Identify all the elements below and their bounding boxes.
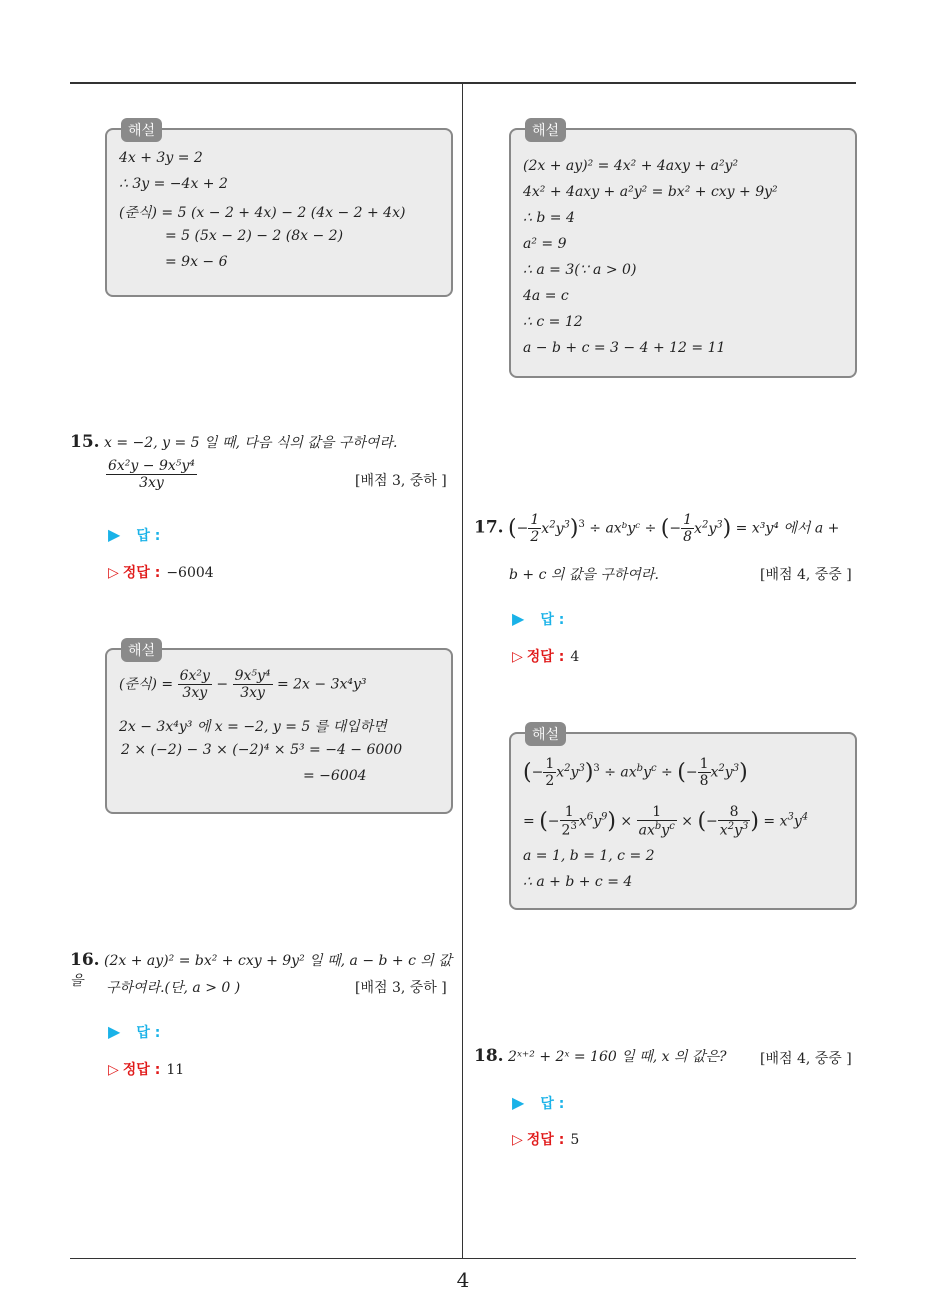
explanation-tag: 해설 [525,722,566,746]
question-18 [474,1046,727,1066]
q17-tail: = x³y⁴ 에서 a + [735,520,840,537]
fraction-top: 1 [683,512,693,528]
q17-solution-row [512,646,579,666]
question-15 [70,432,460,452]
question-number: 15. [70,432,100,452]
q17-answer-row [512,609,564,629]
solution-label: 정답 : [122,1062,161,1078]
explanation-box-17 [509,727,857,910]
q18-solution-row [512,1129,579,1149]
q15-expression [106,458,197,491]
q17-fraction2 [681,512,694,545]
box3-fraction2 [233,668,273,701]
box1-line3: (준식) = 5 (x − 2 + 4x) − 2 (4x − 2 + 4x) [119,205,406,221]
page-number: 4 [456,1268,470,1292]
fraction-top: 6x²y [179,668,210,684]
q15-answer-row [108,525,160,545]
q15-fraction [106,458,197,491]
box2-line8: a − b + c = 3 − 4 + 12 = 11 [523,340,726,356]
explanation-tag: 해설 [121,118,162,142]
box3-rest: = 2x − 3x⁴y³ [276,676,367,693]
explanation-tag: 해설 [121,638,162,662]
fraction-bottom: 2 [530,529,540,545]
q18-points: [배점 4, 중중 ] [760,1051,852,1067]
play-triangle-icon: ▶ [512,1093,525,1112]
box2-line3: ∴ b = 4 [523,210,575,226]
answer-label: 답 : [136,1025,161,1041]
box3-minus: − [216,676,229,693]
question-number: 17. [474,517,504,538]
play-triangle-icon: ▶ [512,609,525,628]
question-text-line1: (2x + ay)² = bx² + cxy + 9y² 일 때, a − b + c 의 값을 [70,953,452,989]
solution-value: 5 [570,1132,580,1148]
explanation-box-14 [105,123,453,297]
explanation-tag: 해설 [525,118,566,142]
box4-line2: = (− $\frac{1}{2^3}$ $x^6y^9$) × $\frac{1}{ax^by^c}$ × (− $\frac{8}{x^2y^3}$ ) = $x^3y^4$ [523,804,809,839]
box2-line5: ∴ a = 3(∵ a > 0) [523,262,637,278]
explanation-box-16 [509,123,857,378]
box3-line3: 2 × (−2) − 3 × (−2)⁴ × 5³ = −4 − 6000 [121,742,403,758]
box3-fraction1 [178,668,212,701]
fraction-top: 1 [530,512,540,528]
box2-line6: 4a = c [523,288,569,304]
box3-prefix: (준식) = [119,676,174,693]
q15-solution-row [108,562,214,582]
solution-value: 11 [166,1062,185,1078]
answer-label: 답 : [540,1096,565,1112]
box1-line4: = 5 (5x − 2) − 2 (8x − 2) [165,228,344,244]
bottom-rule [70,1258,856,1259]
q17-middle: ÷ axᵇyᶜ ÷ [589,520,657,537]
q16-points: [배점 3, 중하 ] [355,980,447,996]
fraction-bottom: 3xy [139,475,164,491]
fraction-top: 9x⁵y⁴ [234,668,271,684]
box2-line7: ∴ c = 12 [523,314,583,330]
solution-value: −6004 [166,565,214,581]
question-number: 18. [474,1046,504,1066]
top-rule [70,82,856,84]
outline-triangle-icon: ▷ [108,1062,119,1078]
fraction-top: 6x²y − 9x⁵y⁴ [108,458,195,474]
question-number: 16. [70,950,100,970]
q17-fraction1 [528,512,541,545]
fraction-bottom: 8 [683,529,693,545]
box2-line1: (2x + ay)² = 4x² + 4axy + a²y² [523,158,739,174]
solution-value: 4 [570,649,580,665]
column-divider [462,83,463,1259]
question-17: 17. (− $\frac{1}{2}$ $x^2y^3)^3$ ÷ axᵇyᶜ ÷ (− $\frac{1}{8}$ $x^2y^3) = x^3y^4$ 에서 a + [474,512,840,545]
box3-line4: = −6004 [303,768,367,784]
answer-label: 답 : [136,528,161,544]
explanation-box-15 [105,643,453,814]
solution-label: 정답 : [122,565,161,581]
question-17-line2: b + c 의 값을 구하여라. [509,567,659,583]
question-text: 2ˣ⁺² + 2ˣ = 160 일 때, x 의 값은? [508,1049,727,1065]
solution-label: 정답 : [526,649,565,665]
box1-line2: ∴ 3y = −4x + 2 [119,176,228,192]
box2-line4: a² = 9 [523,236,567,252]
box1-line1: 4x + 3y = 2 [119,150,203,166]
question-text: x = −2, y = 5 일 때, 다음 식의 값을 구하여라. [104,435,398,451]
solution-label: 정답 : [526,1132,565,1148]
box4-line3: a = 1, b = 1, c = 2 [523,848,655,864]
outline-triangle-icon: ▷ [108,565,119,581]
box2-line2: 4x² + 4axy + a²y² = bx² + cxy + 9y² [523,184,778,200]
q17-points: [배점 4, 중중 ] [760,567,852,583]
question-16-line2: 구하여라.(단, a > 0 ) [106,980,241,996]
q18-answer-row [512,1093,564,1113]
outline-triangle-icon: ▷ [512,649,523,665]
play-triangle-icon: ▶ [108,1022,121,1041]
outline-triangle-icon: ▷ [512,1132,523,1148]
box4-line1: (− $\frac{1}{2}$ $x^2y^3)^3 \div ax^by^c$ ÷ (− $\frac{1}{8}$ $x^2y^3$) [523,756,748,789]
box1-line5: = 9x − 6 [165,254,228,270]
q16-solution-row [108,1059,184,1079]
fraction-bottom: 3xy [182,685,208,701]
answer-label: 답 : [540,612,565,628]
box3-line2: 2x − 3x⁴y³ 에 x = −2, y = 5 를 대입하면 [119,719,387,735]
q16-answer-row [108,1022,160,1042]
q15-points: [배점 3, 중하 ] [355,473,447,489]
fraction-bottom: 3xy [240,685,265,701]
box4-line4: ∴ a + b + c = 4 [523,874,633,890]
play-triangle-icon: ▶ [108,525,121,544]
box3-line1 [119,668,367,701]
